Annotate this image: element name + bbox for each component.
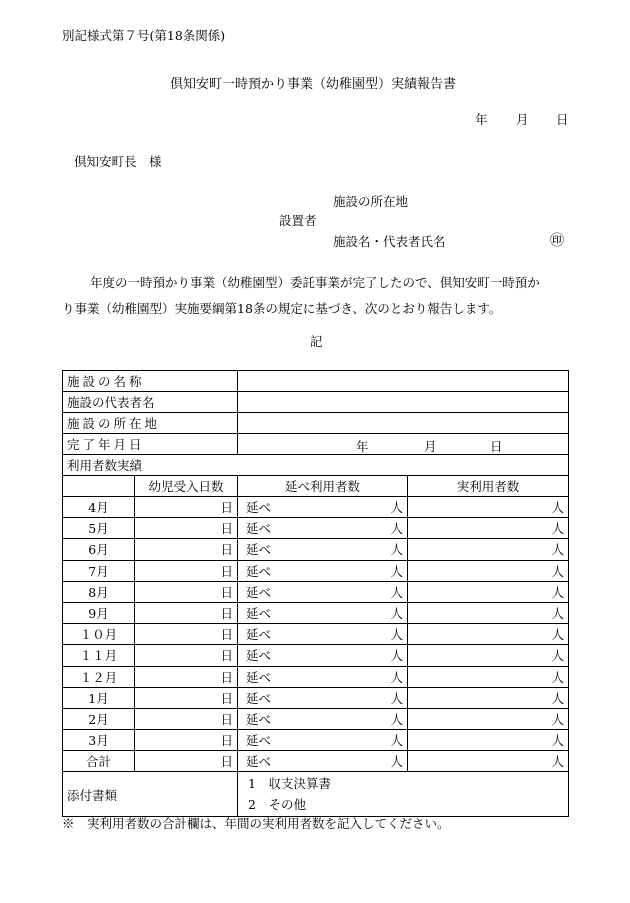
seal-mark: ㊞ [550,233,564,249]
accepted-days-cell[interactable]: 日 [135,751,238,772]
month-label: １１月 [63,645,135,666]
month-row [63,624,569,645]
total-users-prefix: 延べ [238,497,308,518]
facility-location-label: 施設の所在地 [333,194,409,209]
addressee: 倶知安町長 様 [74,154,162,169]
month-row [63,730,569,751]
actual-users-cell[interactable]: 人 [408,708,569,729]
total-users-cell[interactable]: 人 [308,539,408,560]
total-users-prefix: 延べ [238,687,308,708]
total-users-cell[interactable]: 人 [308,730,408,751]
month-label: 3月 [63,730,135,751]
month-label: 1月 [63,687,135,708]
date-day-label: 日 [556,112,569,127]
accepted-days-cell[interactable]: 日 [135,666,238,687]
report-table [62,370,569,817]
month-row [63,645,569,666]
facility-name-value[interactable] [238,371,569,392]
month-label: １０月 [63,624,135,645]
actual-users-cell[interactable]: 人 [408,560,569,581]
accepted-days-cell[interactable]: 日 [135,581,238,602]
total-users-cell[interactable]: 人 [308,687,408,708]
facility-location-label-cell: 施設の所在地 [63,413,238,434]
actual-users-cell[interactable]: 人 [408,581,569,602]
establisher-label: 設置者 [279,213,317,228]
total-users-cell[interactable]: 人 [308,602,408,623]
total-users-prefix: 延べ [238,666,308,687]
accepted-days-cell[interactable]: 日 [135,730,238,751]
actual-users-cell[interactable]: 人 [408,730,569,751]
accepted-days-cell[interactable]: 日 [135,497,238,518]
accepted-days-cell[interactable]: 日 [135,560,238,581]
attachments-row [63,772,569,817]
accepted-days-cell[interactable]: 日 [135,645,238,666]
month-label: 4月 [63,497,135,518]
document-title: 倶知安町一時預かり事業（幼稚園型）実績報告書 [170,77,457,92]
total-users-prefix: 延べ [238,560,308,581]
total-users-cell[interactable]: 人 [308,666,408,687]
month-row [63,751,569,772]
accepted-days-cell[interactable]: 日 [135,687,238,708]
month-label: 2月 [63,708,135,729]
accepted-days-header: 幼児受入日数 [135,476,238,497]
total-users-prefix: 延べ [238,581,308,602]
actual-users-cell[interactable]: 人 [408,687,569,708]
total-users-prefix: 延べ [238,751,308,772]
total-users-header: 延べ利用者数 [238,476,408,497]
month-label: 9月 [63,602,135,623]
total-users-cell[interactable]: 人 [308,518,408,539]
actual-users-cell[interactable]: 人 [408,666,569,687]
representative-label: 施設の代表者名 [63,392,238,413]
month-row [63,560,569,581]
usage-section-row [63,455,569,476]
total-users-cell[interactable]: 人 [308,708,408,729]
facility-location-row [63,413,569,434]
completion-date-value[interactable] [238,434,569,455]
total-users-prefix: 延べ [238,730,308,751]
facility-location-value[interactable] [238,413,569,434]
actual-users-cell[interactable]: 人 [408,624,569,645]
completion-date-label: 完了年月日 [63,434,238,455]
attachments-list [238,772,569,817]
month-row [63,581,569,602]
month-row [63,518,569,539]
total-users-cell[interactable]: 人 [308,560,408,581]
actual-users-cell[interactable]: 人 [408,645,569,666]
total-users-prefix: 延べ [238,539,308,560]
representative-row [63,392,569,413]
actual-users-cell[interactable]: 人 [408,751,569,772]
month-label: 5月 [63,518,135,539]
facility-name-label: 施設の名称 [63,371,238,392]
month-row [63,666,569,687]
total-users-prefix: 延べ [238,645,308,666]
accepted-days-cell[interactable]: 日 [135,602,238,623]
body-text-line-2: り事業（幼稚園型）実施要綱第18条の規定に基づき、次のとおり報告します。 [62,301,502,316]
total-users-prefix: 延べ [238,624,308,645]
actual-users-cell[interactable]: 人 [408,602,569,623]
month-row [63,497,569,518]
accepted-days-cell[interactable]: 日 [135,708,238,729]
total-users-cell[interactable]: 人 [308,624,408,645]
representative-value[interactable] [238,392,569,413]
date-month-label: 月 [516,112,529,127]
date-year-label: 年 [475,112,488,127]
attachment-item: 2 その他 [248,797,306,813]
usage-section-label: 利用者数実績 [63,455,569,476]
total-users-prefix: 延べ [238,708,308,729]
body-text-line-1: 年度の一時預かり事業（幼稚園型）委託事業が完了したので、倶知安町一時預か [90,275,540,290]
accepted-days-cell[interactable]: 日 [135,518,238,539]
total-users-prefix: 延べ [238,518,308,539]
actual-users-cell[interactable]: 人 [408,539,569,560]
actual-users-cell[interactable]: 人 [408,518,569,539]
completion-date-row [63,434,569,455]
facility-name-representative-label: 施設名・代表者氏名 [333,234,446,249]
total-users-cell[interactable]: 人 [308,751,408,772]
attachment-item: 1 収支決算書 [248,776,331,792]
month-label: １２月 [63,666,135,687]
completion-year-unit: 年 [356,439,369,454]
accepted-days-cell[interactable]: 日 [135,539,238,560]
month-label: 合計 [63,751,135,772]
actual-users-header: 実利用者数 [408,476,569,497]
month-row [63,602,569,623]
completion-month-unit: 月 [424,439,437,454]
month-row [63,708,569,729]
total-users-cell[interactable]: 人 [308,497,408,518]
month-label: 7月 [63,560,135,581]
total-users-cell[interactable]: 人 [308,581,408,602]
month-row [63,687,569,708]
actual-users-cell[interactable]: 人 [408,497,569,518]
month-row [63,539,569,560]
ki-heading: 記 [310,334,323,349]
total-users-cell[interactable]: 人 [308,645,408,666]
footnote: ※ 実利用者数の合計欄は、年間の実利用者数を記入してください。 [62,816,450,831]
accepted-days-cell[interactable]: 日 [135,624,238,645]
form-number: 別記様式第７号(第18条関係) [62,28,226,43]
month-column-header [63,476,135,497]
completion-day-unit: 日 [490,439,503,454]
month-label: 8月 [63,581,135,602]
facility-name-row [63,371,569,392]
report-body-text [62,270,570,322]
usage-header-row [63,476,569,497]
total-users-prefix: 延べ [238,602,308,623]
attachments-label: 添付書類 [63,772,238,817]
month-label: 6月 [63,539,135,560]
